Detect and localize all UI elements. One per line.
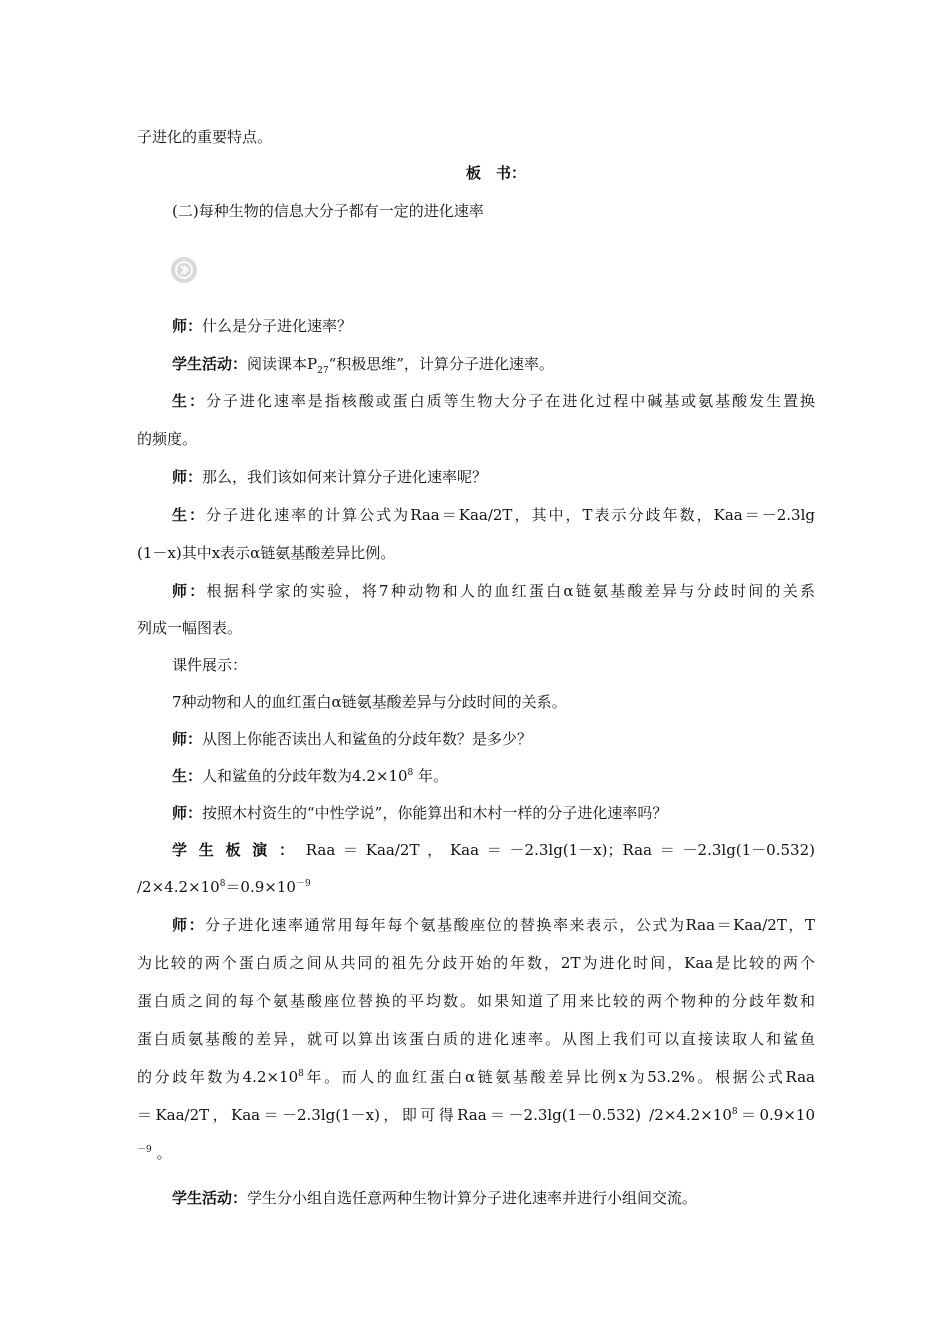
speaker-student: 生： <box>172 506 207 524</box>
speaker-activity: 学生活动： <box>172 355 248 373</box>
dialogue-text: 从图上你能否读出人和鲨鱼的分歧年数？是多少？ <box>202 730 533 748</box>
speaker-teacher: 师： <box>172 468 203 486</box>
activity-text-a: 阅读课本P <box>247 355 318 373</box>
dialogue-q3-line2: 列成一幅图表。 <box>137 619 243 637</box>
exponent: 8 <box>407 768 414 778</box>
paragraph-intro-tail: 子进化的重要特点。 <box>137 128 273 146</box>
dialogue-text: 那么，我们该如何来计算分子进化速率呢？ <box>202 468 488 486</box>
dialogue-q3-line1 <box>172 581 815 601</box>
answer-text: 分子进化速率的计算公式为Raa＝Kaa/2T，其中，T表示分歧年数，Kaa＝－2.3lg <box>206 506 815 524</box>
explanation-line5 <box>137 1067 815 1087</box>
answer-text-b: 年。 <box>413 767 449 785</box>
speaker-activity: 学生活动： <box>172 1189 248 1207</box>
speaker-teacher: 师： <box>172 916 206 934</box>
answer-1-line1 <box>172 391 815 411</box>
explanation-text-a: ＝Kaa/2T，Kaa＝－2.3lg(1－x)，即可得Raa＝－2.3lg(1－0.532) /2×4.2×10 <box>137 1106 732 1124</box>
courseware-caption: 7种动物和人的血红蛋白α链氨基酸差异与分歧时间的关系。 <box>172 693 567 711</box>
dialogue-text: 什么是分子进化速率？ <box>202 317 353 335</box>
exponent: －9 <box>295 879 311 889</box>
formula-a: /2×4.2×10 <box>137 878 220 896</box>
explanation-text-a: 的分歧年数为4.2×10 <box>137 1068 299 1086</box>
dialogue-q1 <box>172 316 352 336</box>
board-item: (二)每种生物的信息大分子都有一定的进化速率 <box>172 202 484 220</box>
dialogue-q2 <box>172 467 487 487</box>
exponent: 8 <box>298 1069 304 1079</box>
speaker-teacher: 师： <box>172 582 207 600</box>
speaker-student: 生： <box>172 767 203 785</box>
page-subscript: 27 <box>317 366 329 376</box>
explanation-line6 <box>137 1105 815 1125</box>
answer-text: 分子进化速率是指核酸或蛋白质等生物大分子在进化过程中碱基或氨基酸发生置换 <box>205 392 815 410</box>
exponent: 8 <box>219 879 226 889</box>
courseware-label: 课件展示： <box>172 656 248 674</box>
speaker-teacher: 师： <box>172 804 203 822</box>
speaker-teacher: 师： <box>172 317 203 335</box>
answer-4 <box>172 766 448 786</box>
student-activity-1 <box>172 354 554 374</box>
exponent: －9 <box>137 1145 152 1155</box>
formula-text: Raa＝Kaa/2T，Kaa＝－2.3lg(1－x)；Raa＝－2.3lg(1－0.532) <box>305 841 815 859</box>
board-demo-line2 <box>137 877 311 897</box>
speaker-board-demo: 学生板演： <box>172 841 306 859</box>
arrow-right-circle-icon[interactable] <box>171 257 197 283</box>
speaker-teacher: 师： <box>172 730 203 748</box>
explanation-text-b: 年。而人的血红蛋白α链氨基酸差异比例x为53.2%。根据公式Raa <box>303 1068 815 1086</box>
answer-2-line1 <box>172 505 815 525</box>
activity-text: 学生分小组自选任意两种生物计算分子进化速率并进行小组间交流。 <box>247 1189 698 1207</box>
board-heading: 板 书： <box>466 164 527 182</box>
explanation-line7 <box>137 1143 172 1163</box>
answer-text-a: 人和鲨鱼的分歧年数为4.2×10 <box>202 767 408 785</box>
explanation-line2: 为比较的两个蛋白质之间从共同的祖先分歧开始的年数，2T为进化时间，Kaa是比较的两个 <box>137 954 815 972</box>
explanation-line4: 蛋白质氨基酸的差异，就可以算出该蛋白质的进化速率。从图上我们可以直接读取人和鲨鱼 <box>137 1030 815 1048</box>
dialogue-text: 根据科学家的实验，将7种动物和人的血红蛋白α链氨基酸差异与分歧时间的关系 <box>206 582 815 600</box>
explanation-text-end: 。 <box>151 1144 172 1162</box>
answer-2-line2: (1－x)其中x表示α链氨基酸差异比例。 <box>137 544 396 562</box>
explanation-text-b: ＝0.9×10 <box>737 1106 815 1124</box>
explanation-line1 <box>172 915 815 935</box>
formula-b: ＝0.9×10 <box>225 878 296 896</box>
answer-1-line2: 的频度。 <box>137 430 198 448</box>
dialogue-q4 <box>172 729 532 749</box>
activity-text-b: “积极思维”，计算分子进化速率。 <box>328 355 554 373</box>
explanation-line3: 蛋白质之间的每个氨基酸座位替换的平均数。如果知道了用来比较的两个物种的分歧年数和 <box>137 992 815 1010</box>
speaker-student: 生： <box>172 392 206 410</box>
dialogue-text: 按照木村资生的“中性学说”，你能算出和木村一样的分子进化速率吗？ <box>202 804 668 822</box>
exponent: 8 <box>731 1107 738 1117</box>
student-activity-2 <box>172 1188 697 1208</box>
explanation-text: 分子进化速率通常用每年每个氨基酸座位的替换率来表示，公式为Raa＝Kaa/2T，T <box>205 916 815 934</box>
board-demo-line1 <box>172 840 815 860</box>
dialogue-q5 <box>172 803 667 823</box>
